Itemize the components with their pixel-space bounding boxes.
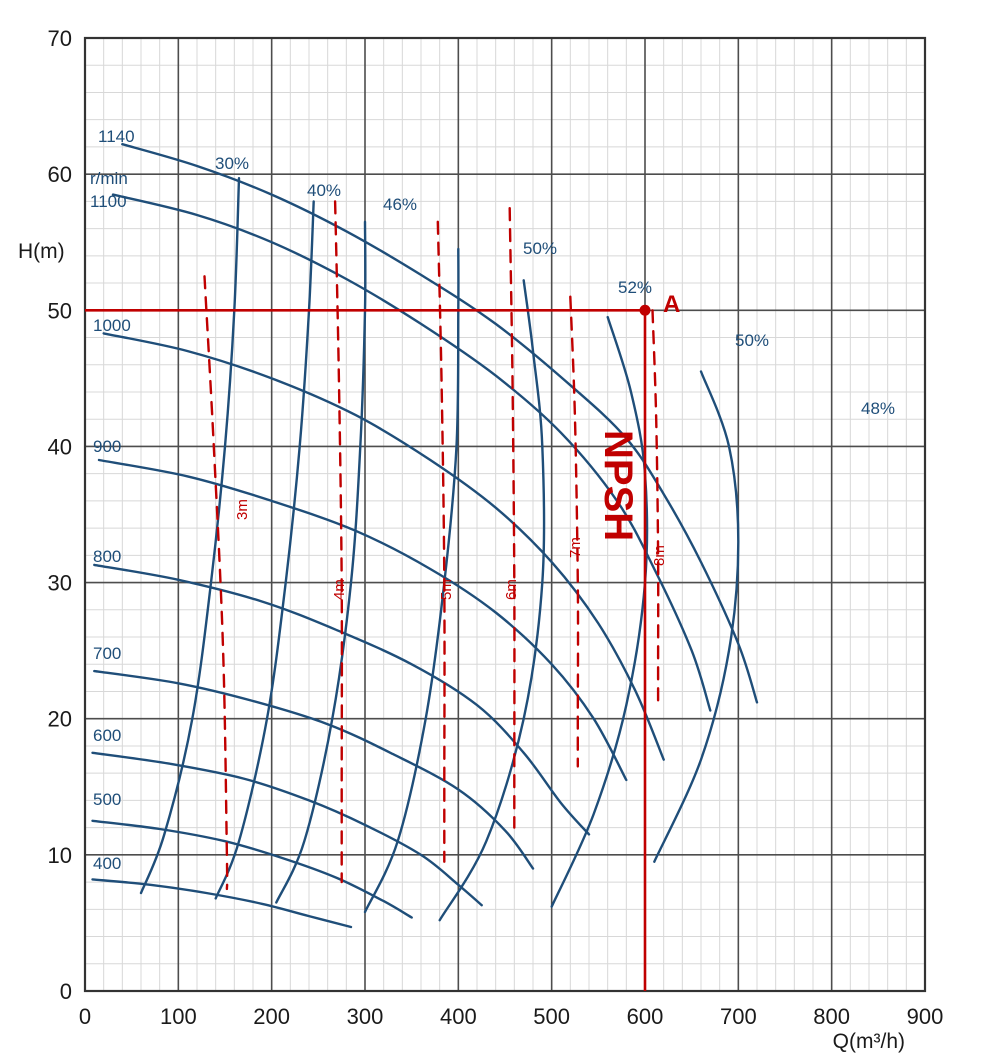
speed-curve-label: 400: [93, 854, 122, 873]
npsh-curve-label: 5m: [438, 579, 455, 600]
npsh-curve-label: 6m: [503, 579, 520, 600]
y-tick-label: 70: [47, 26, 72, 51]
speed-curve-label: 500: [93, 790, 122, 809]
y-tick-label: 0: [59, 979, 72, 1004]
x-tick-label: 800: [813, 1004, 851, 1029]
speed-curve-label: 900: [93, 437, 122, 456]
speed-curve-label: 600: [93, 726, 122, 745]
operating-point-marker: [640, 305, 651, 316]
x-tick-label: 600: [626, 1004, 664, 1029]
x-axis-title: Q(m³/h): [832, 1030, 905, 1053]
x-tick-label: 0: [78, 1004, 92, 1029]
x-tick-label: 300: [346, 1004, 384, 1029]
x-tick-label: 700: [719, 1004, 757, 1029]
efficiency-label: 50%: [523, 239, 558, 258]
npsh-title-label: NPSH: [596, 430, 640, 542]
y-tick-label: 30: [47, 570, 72, 596]
efficiency-label: 30%: [215, 154, 250, 173]
y-tick-label: 20: [47, 706, 72, 732]
y-tick-label: 40: [47, 434, 72, 460]
operating-point-label: A: [663, 291, 681, 318]
speed-curve-label: r/min: [90, 169, 128, 188]
efficiency-label: 40%: [307, 181, 342, 200]
y-axis-title: H(m): [18, 240, 65, 263]
speed-curve-label: 1100: [90, 192, 127, 211]
npsh-curve-label: 8m: [651, 545, 668, 566]
x-tick-label: 100: [159, 1004, 197, 1029]
x-tick-label: 500: [533, 1004, 571, 1029]
speed-curve-label: 800: [93, 547, 122, 566]
x-tick-label: 900: [906, 1004, 944, 1029]
speed-curve-label: 1000: [93, 316, 131, 335]
x-tick-label: 400: [439, 1004, 477, 1029]
efficiency-label: 50%: [735, 331, 770, 350]
npsh-curve-label: 7m: [567, 537, 584, 558]
speed-curve-label: 1140: [98, 127, 135, 146]
efficiency-label: 46%: [383, 195, 418, 214]
npsh-curve-label: 4m: [331, 579, 348, 600]
y-tick-label: 10: [47, 842, 72, 868]
efficiency-label: 52%: [618, 278, 653, 297]
speed-curve-label: 700: [93, 644, 122, 663]
y-tick-label: 60: [47, 162, 72, 188]
efficiency-label: 48%: [861, 399, 896, 418]
x-tick-label: 200: [253, 1004, 291, 1029]
npsh-curve-label: 3m: [234, 499, 251, 520]
y-tick-label: 50: [47, 298, 72, 324]
